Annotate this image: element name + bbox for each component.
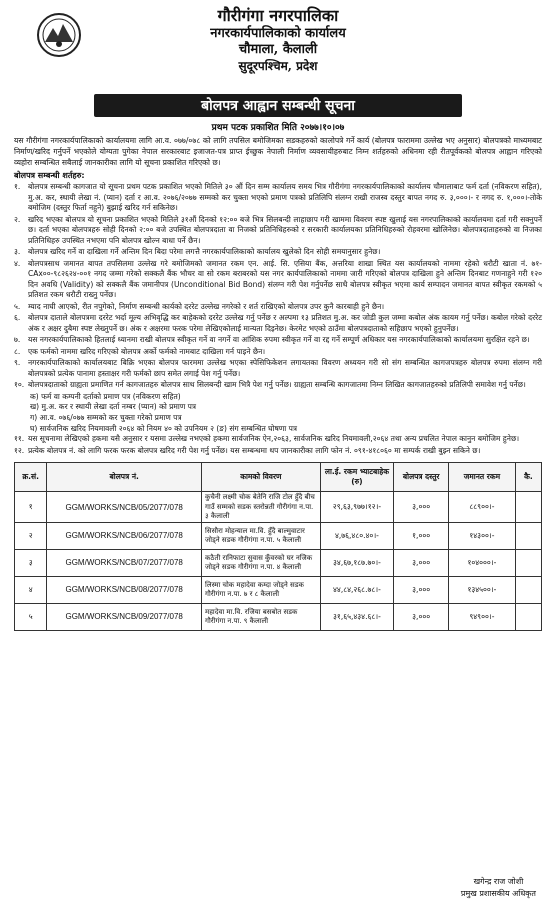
condition-number: ५. <box>14 301 21 311</box>
conditions-list <box>14 182 542 391</box>
condition-text: म्याद नाघी आएको, रीत नपुगेको, निर्माण सम्बन्धी कार्यको दररेट उल्लेख नगरेको र शर्त राखिएको बोलपत्र उपर कुनै कारबाही हुने छैन। <box>28 301 385 311</box>
estimated-cost: ३४,६७,१८७.७०।- <box>320 549 394 576</box>
publication-date: प्रथम पटक प्रकाशित मिति २०७७।१०।०७ <box>211 123 345 133</box>
estimated-cost: ४,७६,४८०.४०।- <box>320 522 394 549</box>
condition-text: यस सूचनामा लेखिएको हकमा यसै अनुसार र यसमा उल्लेख नभएको हकमा सार्वजनिक ऐन,२०६३, सार्वजनिक खरिद नियमावली,२०६४ तथा अन्य प्रचलित नेपाल कानुन बमोजिम हुनेछ। <box>28 434 520 444</box>
row-serial: ४ <box>15 576 47 603</box>
condition-number: १२. <box>14 445 25 455</box>
bid-security-amount: ८८९००।- <box>449 492 516 522</box>
remarks <box>515 492 541 522</box>
condition-text: प्रत्येक बोलपत्र नं. को लागि फरक फरक बोलपत्र खरिद गरी पेश गर्नु पर्नेछ। यस सम्बन्धमा थप जानकारीका लागि फोन नं. ०९१-४१८०६० मा सम्पर्क राखी बुझ्न सकिने छ। <box>28 445 481 455</box>
bid-security-amount: १४३००।- <box>449 522 516 549</box>
bid-table <box>14 462 542 630</box>
work-description: सिसौरा मोहन्याल मा.वि. हुँदै बाल्मुवाटार जोड्ने सडक गौरीगंगा न.पा. ५ कैलाली <box>202 522 321 549</box>
table-body <box>15 492 542 630</box>
condition-number: ६. <box>14 313 21 323</box>
bid-number: GGM/WORKS/NCB/06/2077/078 <box>47 522 202 549</box>
condition-text: बोलपत्र खरिद गर्ने वा दाखिला गर्ने अन्तिम दिन बिदा परेमा लगत्तै नगरकार्यपालिकाको कार्यालय खुलेको दिन सोही समयानुसार हुनेछ। <box>28 247 381 257</box>
table-row <box>15 576 542 603</box>
work-description: कुचैनी लक्ष्मी चोक बेतेनि राजि टोल हुँदै बीच गाउँ सम्मको सडक स्तरोन्नती गौरीगंगा न.पा. ३ कैलाली <box>202 492 321 522</box>
work-description: महादेवा मा.वि. रजिया बसबोत सडक गौरीगंगा न.पा. ९ कैलाली <box>202 603 321 630</box>
condition-item <box>14 247 542 258</box>
office-name: नगरकार्यपालिकाको कार्यालय <box>210 26 346 41</box>
condition-item <box>14 358 542 379</box>
intro-paragraph: यस गौरीगंगा नगरकार्यपालिकाको कार्यालयमा लागि आ.व. ०७७/०७८ को लागि तपसिल बमोजिमका सडकहरुको कालोपत्रे गर्ने कार्य (बोलपत्र फाराममा उल्लेख भए अनुसार) बोलपत्रको माध्यमबाट निर्माण/खरिद गर्नुपर्ने भएकोले योग्यता पुगेका नेपाल सरकारबाट इजाजत-पत्र प्राप्त ईच्छुक नेपाली निर्माण व्यवसायीहरुबाट निम्न शर्तहरुको अधिनमा रही रीतपूर्वकको बोलपत्र आह्वान गरिएको व्यहोरा सम्बन्धित सबैलाई जानकारीका लागि यो सूचना प्रकाशित गरिएको छ। <box>14 136 542 167</box>
office-location: चौमाला, कैलाली <box>238 42 318 58</box>
column-header: जमानत रकम <box>449 463 516 492</box>
condition-text: बोलपत्रसाथ जमानत बापत तपसिलमा उल्लेख गरे बमोजिमको जमानत रकम एन. आई. सि. एसिया बैंक, अत्तरिया शाखा स्थित यस कार्यालयको नाममा रहेको धरौटी खाता नं. ७१-CAx००-९८२६२४-००१ नगद जम्मा गरेको सक्कलै बैंक भौचर वा सो रकम बराबरको यस नगर कार्यपालिकाको नाममा जारी गरिएको बोलपत्र दाखिला हुने अन्तिम दिनबाट गणनाहुने गरी १२० दिन अवधि (Validity) को सक्कलै बैंक जमानीपत्र (Unconditional Bid Bond) संलग्न गरी पेश गर्नुपर्नेछ साथै बोलपत्र स्वीकृत भएमा कार्य सम्पादन जमानत बापत स्वीकृत रकमको ५ प्रतिशत रकम धरौटी राख्नु पर्नेछ। <box>28 258 542 300</box>
government-emblem-icon <box>36 12 82 58</box>
condition-text: बोलपत्र दाताले बोलपत्रमा दररेट भर्दा मूल्य अभिवृद्धि कर बाहेकको दररेट उल्लेख गर्नु पर्नेछ र अल्पमा १३ प्रतिशत मु.अ. कर जोडी कुल जम्मा कबोल अंक कायम गर्नु पर्नेछ। कबोल गरेको दररेट अंक र अक्षर दुबैमा स्पष्ट लेख्नुपर्ने छ। अंक र अक्षरमा फरक परेमा लेखिएकोलाई मान्यता दिइनेछ। केरमेट भएको ठाउँमा बोलपत्रदाताको सहिछाप भएको हुनुपर्नेछ। <box>28 313 542 333</box>
row-serial: १ <box>15 492 47 522</box>
work-description: कठैती रानिफाटा सुवास कुँवरको घर नजिक जोड्ने सडक गौरीगंगा न.पा. ४ कैलाली <box>202 549 321 576</box>
column-header: बोलपत्र दस्तुर <box>394 463 449 492</box>
remarks <box>515 603 541 630</box>
estimated-cost: ४४,८४,२६८.७८।- <box>320 576 394 603</box>
condition-text: बोलपत्रदाताको ग्राह्यता प्रमाणित गर्न कागजातहरु बोलपत्र साथ सिलबन्दी खाम भित्रै पेश गर्नु पर्नेछ। ग्राह्यता सम्बन्धि कागजातमा निम्न लिखित कागजातहरुको प्रतिलिपी समावेश गर्नु पर्नेछ। <box>28 380 526 390</box>
condition-item <box>14 347 542 358</box>
condition-item <box>14 380 542 391</box>
notice-title-banner: बोलपत्र आह्वान सम्बन्धी सूचना <box>94 94 462 117</box>
bid-fee: १,००० <box>394 522 449 549</box>
bid-security-amount: १०४०००।- <box>449 549 516 576</box>
condition-item <box>14 434 542 445</box>
province-name: सुदूरपश्चिम, प्रदेश <box>238 58 318 73</box>
table-row <box>15 603 542 630</box>
remarks <box>515 576 541 603</box>
condition-item <box>14 302 542 313</box>
condition-number: ७. <box>14 335 21 345</box>
bid-fee: ३,००० <box>394 492 449 522</box>
bid-number: GGM/WORKS/NCB/05/2077/078 <box>47 492 202 522</box>
table-header-row <box>15 463 542 492</box>
row-serial: २ <box>15 522 47 549</box>
condition-text: यस नगरकार्यपालिकाको हितलाई ध्यानमा राखी बोलपत्र स्वीकृत गर्ने वा नगर्ने वा आंशिक रुपमा स्वीकृत गर्ने वा रद्द गर्ने सम्पूर्ण अधिकार यस नगरकार्यपालिकाको कार्यालयमा सुरक्षित रहने छ। <box>28 335 530 345</box>
table-row <box>15 492 542 522</box>
condition-item <box>14 446 542 457</box>
column-header: कामको विवरण <box>202 463 321 492</box>
column-header: ला.ई. रकम भ्याटबाहेक (रु) <box>320 463 394 492</box>
bid-security-amount: ९४९००।- <box>449 603 516 630</box>
condition-number: ११. <box>14 434 25 444</box>
eligibility-document-item: ख) मु.अ. कर र स्थायी लेखा दर्ता नम्बर (प्यान) को प्रमाण पत्र <box>30 402 197 412</box>
table-row <box>15 549 542 576</box>
condition-text: नगरकार्यपालिकाको कार्यालयबाट बिक्रि भएका बोलपत्र फारममा उल्लेख भएका स्पेसिफिकेशन लगायतका विवरण अध्ययन गरी सो संग सम्बन्धित कागजपत्रहरु बोलपत्र रुपमा संलग्न गरी बोलपत्रको प्रत्येक पानामा हस्ताक्षर गरी फर्मको छाप समेत लगाई पेश गर्नु पर्नेछ। <box>28 358 542 378</box>
signatory-name: खगेन्द्र राज जोशी <box>473 877 524 886</box>
condition-number: १०. <box>14 380 25 390</box>
condition-number: ९. <box>14 358 21 368</box>
condition-number: १. <box>14 182 21 192</box>
remarks <box>515 549 541 576</box>
municipality-name: गौरीगंगा नगरपालिका <box>217 6 339 25</box>
bid-fee: ३,००० <box>394 576 449 603</box>
eligibility-document-item: ग) आ.व. ०७६/०७७ सम्मको कर चुक्ता गरेको प्रमाण पत्र <box>30 413 182 423</box>
condition-number: ३. <box>14 247 21 257</box>
condition-text: एक फर्मको नाममा खरिद गरिएको बोलपत्र अर्को फर्मको नामबाट दाखिला गर्न पाइने छैन। <box>28 346 266 356</box>
condition-number: ८. <box>14 346 21 356</box>
column-header: क्र.सं. <box>15 463 47 492</box>
conditions-heading: बोलपत्र सम्बन्धी शर्तहरु: <box>14 171 85 181</box>
conditions-list-continued <box>14 434 542 456</box>
condition-text: बोलपत्र सम्बन्धी कागजात यो सूचना प्रथम पटक प्रकाशित भएको मितिले ३० औं दिन सम्म कार्यालय समय भित्र गौरीगंगा नगरकार्यपालिकाको कार्यालय चौमालाबाट फर्म दर्ता (नविकरण सहित), मु.अ. कर, स्थायी लेखा नं. (प्यान) दर्ता र आ.व. २०७६/२०७७ सम्मको कर चुक्ता भएको प्रमाण पत्रको प्रतिलिपि संलग्न राखी राजस्व दस्तुर बापत नगद रु. ३,०००।- र नगद रु. १,०००।-तोके बमोजिम (दस्तुर फिर्ता नहुने) बुझाई खरिद गर्न सकिनेछ। <box>28 182 542 213</box>
table-row <box>15 522 542 549</box>
letterhead <box>14 6 542 92</box>
condition-item <box>14 182 542 214</box>
estimated-cost: २९,६३,९७७।१२।- <box>320 492 394 522</box>
remarks <box>515 522 541 549</box>
bid-fee: ३,००० <box>394 603 449 630</box>
row-serial: ३ <box>15 549 47 576</box>
condition-item <box>14 335 542 346</box>
condition-text: खरिद भएका बोलपत्र यो सूचना प्रकाशित भएको मितिले ३१औं दिनको १२:०० बजे भित्र सिलबन्दी लाहाछाप गरी खाममा विवरण स्पष्ट खुलाई यस नगरपालिकाको कार्यालयमा दर्ता गरी सक्नुपर्ने छ। दर्ता भएका बोलपत्रहरु सोही दिनको २:०० बजे उपस्थित बोलपत्रदाता वा निजको प्रतिनिधिहरुको र सरकारी कार्यालयका प्रतिनिधिहरुको रोहवरमा खोलिनेछ। बोलपत्रदाताहरुको वा निजका प्रतिनिधिहरु उपस्थित नभएमा पनि बोलपत्र खोल्न बाधा पर्ने छैन। <box>28 214 542 245</box>
bid-number: GGM/WORKS/NCB/09/2077/078 <box>47 603 202 630</box>
condition-item <box>14 313 542 334</box>
work-description: लिस्मा चोक महादेवा कम्दा जोड्ने सडक गौरीगंगा न.पा. ७ र ८ कैलाली <box>202 576 321 603</box>
column-header: कै. <box>515 463 541 492</box>
eligibility-document-item: घ) सार्वजनिक खरिद नियमावली २०६४ को नियम ४० को उपनियम २ (ङ) संग सम्बन्धित घोषणा पत्र <box>30 423 297 433</box>
estimated-cost: ३१,६५,४३४.६८।- <box>320 603 394 630</box>
row-serial: ५ <box>15 603 47 630</box>
bid-fee: ३,००० <box>394 549 449 576</box>
column-header: बोलपत्र नं. <box>47 463 202 492</box>
condition-number: ४. <box>14 258 21 268</box>
bid-security-amount: १३४५००।- <box>449 576 516 603</box>
signatory-title: प्रमुख प्रशासकीय अधिकृत <box>460 889 536 898</box>
condition-number: २. <box>14 214 21 224</box>
bid-number: GGM/WORKS/NCB/08/2077/078 <box>47 576 202 603</box>
eligibility-document-item: क) फर्म वा कम्पनी दर्ताको प्रमाण पत्र (नविकरण सहित) <box>30 391 181 401</box>
eligibility-documents-list <box>14 392 542 435</box>
condition-item <box>14 215 542 247</box>
condition-item <box>14 259 542 301</box>
signature-block <box>461 876 536 900</box>
bid-number: GGM/WORKS/NCB/07/2077/078 <box>47 549 202 576</box>
